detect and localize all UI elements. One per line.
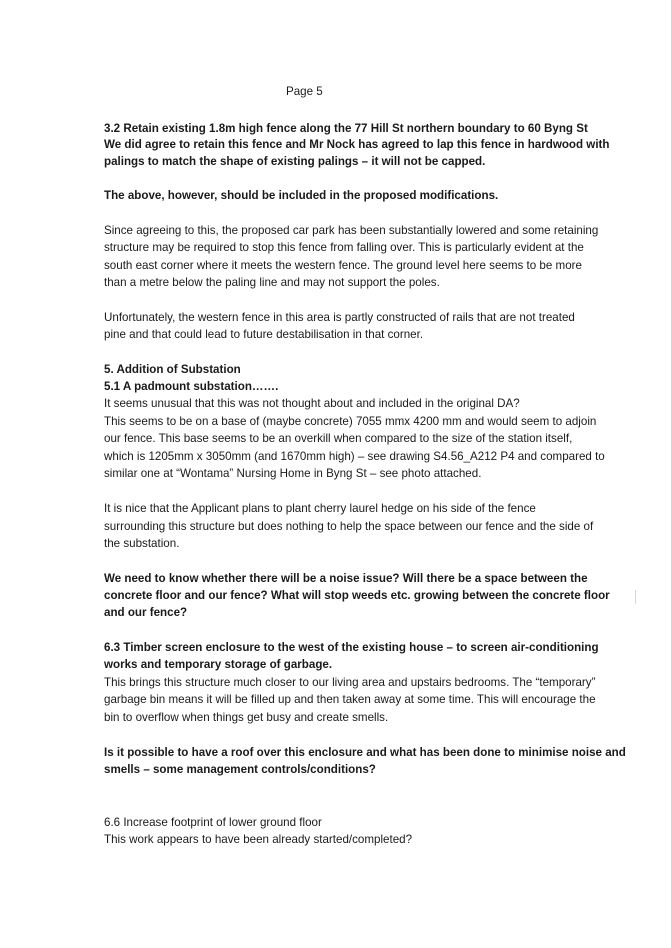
section-5-question-line: We need to know whether there will be a noise issue? Will there be a space between the	[104, 572, 588, 585]
section-5-para2-line: the substation.	[104, 537, 180, 550]
section-5-heading: 5. Addition of Substation	[104, 363, 241, 376]
scan-margin-mark	[635, 590, 636, 604]
section-3-2-para1-line: structure may be required to stop this fence from falling over. This is particularly evident at the	[104, 241, 584, 254]
section-5-question-line: concrete floor and our fence? What will stop weeds etc. growing between the concrete floor	[104, 589, 610, 602]
section-6-3-para-line: garbage bin means it will be filled up and then taken away at some time. This will encourage the	[104, 693, 596, 706]
section-3-2-response-line: palings to match the shape of existing palings – it will not be capped.	[104, 155, 486, 168]
page-number: Page 5	[286, 85, 323, 98]
section-3-2-para1-line: Since agreeing to this, the proposed car park has been substantially lowered and some retaining	[104, 224, 599, 237]
section-3-2-response-line: We did agree to retain this fence and Mr Nock has agreed to lap this fence in hardwood with	[104, 138, 610, 151]
section-3-2-para2-line: pine and that could lead to future destabilisation in that corner.	[104, 328, 424, 341]
section-3-2-heading: 3.2 Retain existing 1.8m high fence along the 77 Hill St northern boundary to 60 Byng St	[104, 122, 588, 135]
section-6-3-question-line: Is it possible to have a roof over this enclosure and what has been done to minimise noise and	[104, 746, 626, 759]
section-6-3-question-line: smells – some management controls/conditions?	[104, 763, 376, 776]
section-6-6-heading: 6.6 Increase footprint of lower ground floor	[104, 816, 322, 829]
section-6-3-heading-line: works and temporary storage of garbage.	[104, 658, 333, 671]
section-5-para1-line: It seems unusual that this was not thought about and included in the original DA?	[104, 397, 520, 410]
section-3-2-note: The above, however, should be included in the proposed modifications.	[104, 189, 499, 202]
section-3-2-para2-line: Unfortunately, the western fence in this area is partly constructed of rails that are not treated	[104, 311, 575, 324]
section-6-3-heading-line: 6.3 Timber screen enclosure to the west of the existing house – to screen air-conditioning	[104, 641, 599, 654]
section-5-para1-line: This seems to be on a base of (maybe concrete) 7055 mmx 4200 mm and would seem to adjoin	[104, 415, 597, 428]
section-5-1-subheading: 5.1 A padmount substation…….	[104, 380, 279, 393]
section-5-para1-line: our fence. This base seems to be an overkill when compared to the size of the station itself,	[104, 432, 573, 445]
section-5-para1-line: similar one at “Wontama” Nursing Home in Byng St – see photo attached.	[104, 467, 482, 480]
section-5-para1-line: which is 1205mm x 3050mm (and 1670mm high) – see drawing S4.56_A212 P4 and compared to	[104, 450, 605, 463]
section-6-3-para-line: This brings this structure much closer to our living area and upstairs bedrooms. The “temporary”	[104, 676, 596, 689]
section-5-question-line: and our fence?	[104, 606, 188, 619]
section-3-2-para1-line: than a metre below the paling line and may not support the poles.	[104, 276, 440, 289]
section-6-3-para-line: bin to overflow when things get busy and create smells.	[104, 711, 389, 724]
section-6-6-para: This work appears to have been already started/completed?	[104, 833, 413, 846]
section-5-para2-line: It is nice that the Applicant plans to plant cherry laurel hedge on his side of the fence	[104, 502, 536, 515]
section-5-para2-line: surrounding this structure but does nothing to help the space between our fence and the side of	[104, 520, 594, 533]
section-3-2-para1-line: south east corner where it meets the western fence. The ground level here seems to be more	[104, 259, 582, 272]
